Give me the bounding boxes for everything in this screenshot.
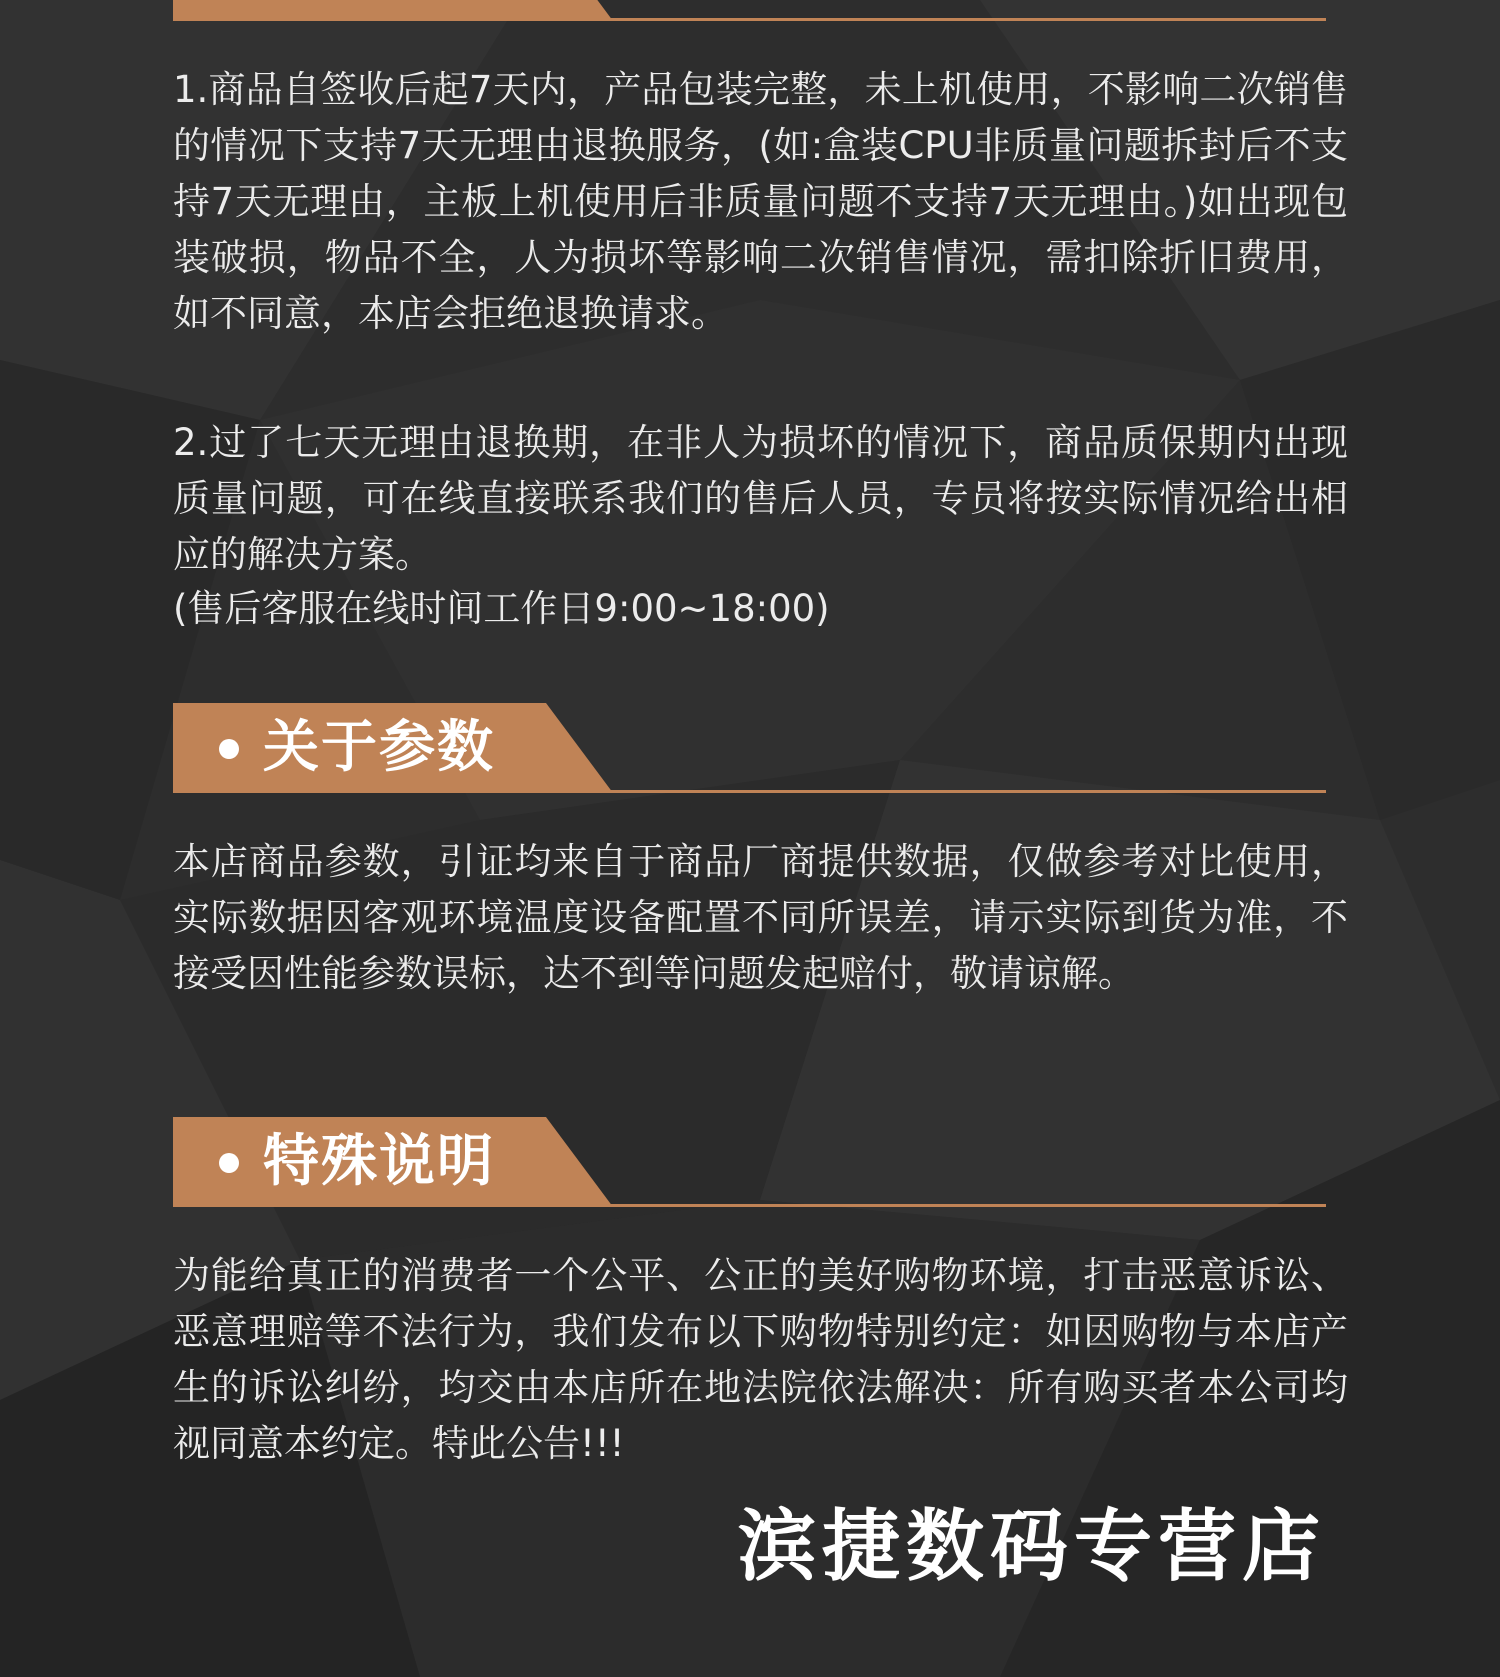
params-section-header (173, 703, 1326, 793)
header-banner-shape (173, 0, 1326, 21)
bullet-dot-icon (219, 739, 239, 759)
special-notice-paragraph: 为能给真正的消费者一个公平、公正的美好购物环境，打击恶意诉讼、恶意理赔等不法行为，我们发布以下购物特别约定：如因购物与本店产生的诉讼纠纷，均交由本店所在地法院依法解决：所有购买者本公司均视同意本约定。特此公告!!! (173, 1254, 1348, 1465)
special-section-title: 特殊说明 (263, 1129, 495, 1194)
special-section-header (173, 1117, 1326, 1207)
params-paragraph: 本店商品参数，引证均来自于商品厂商提供数据，仅做参考对比使用，实际数据因客观环境温度设备配置不同所误差，请示实际到货为准，不接受因性能参数误标，达不到等问题发起赔付，敬请谅解。 (173, 840, 1348, 995)
store-name: 滨捷数码专营店 (737, 1502, 1326, 1592)
return-policy-paragraph-2: 2.过了七天无理由退换期，在非人为损坏的情况下，商品质保期内出现质量问题，可在线直接联系我们的售后人员，专员将按实际情况给出相应的解决方案。 (173, 421, 1348, 576)
return-policy-paragraph-1: 1.商品自签收后起7天内，产品包装完整，未上机使用，不影响二次销售的情况下支持7天无理由退换服务，(如:盒装CPU非质量问题拆封后不支持7天无理由，主板上机使用后非质量问题不支持7天无理由。)如出现包装破损，物品不全，人为损坏等影响二次销售情况，需扣除折旧费用，如不同意，本店会拒绝退换请求。 (173, 68, 1348, 335)
bullet-dot-icon (219, 1153, 239, 1173)
service-hours-note: (售后客服在线时间工作日9:00~18:00) (173, 587, 830, 630)
top-section-header (173, 0, 1326, 21)
params-section-title: 关于参数 (263, 715, 495, 780)
